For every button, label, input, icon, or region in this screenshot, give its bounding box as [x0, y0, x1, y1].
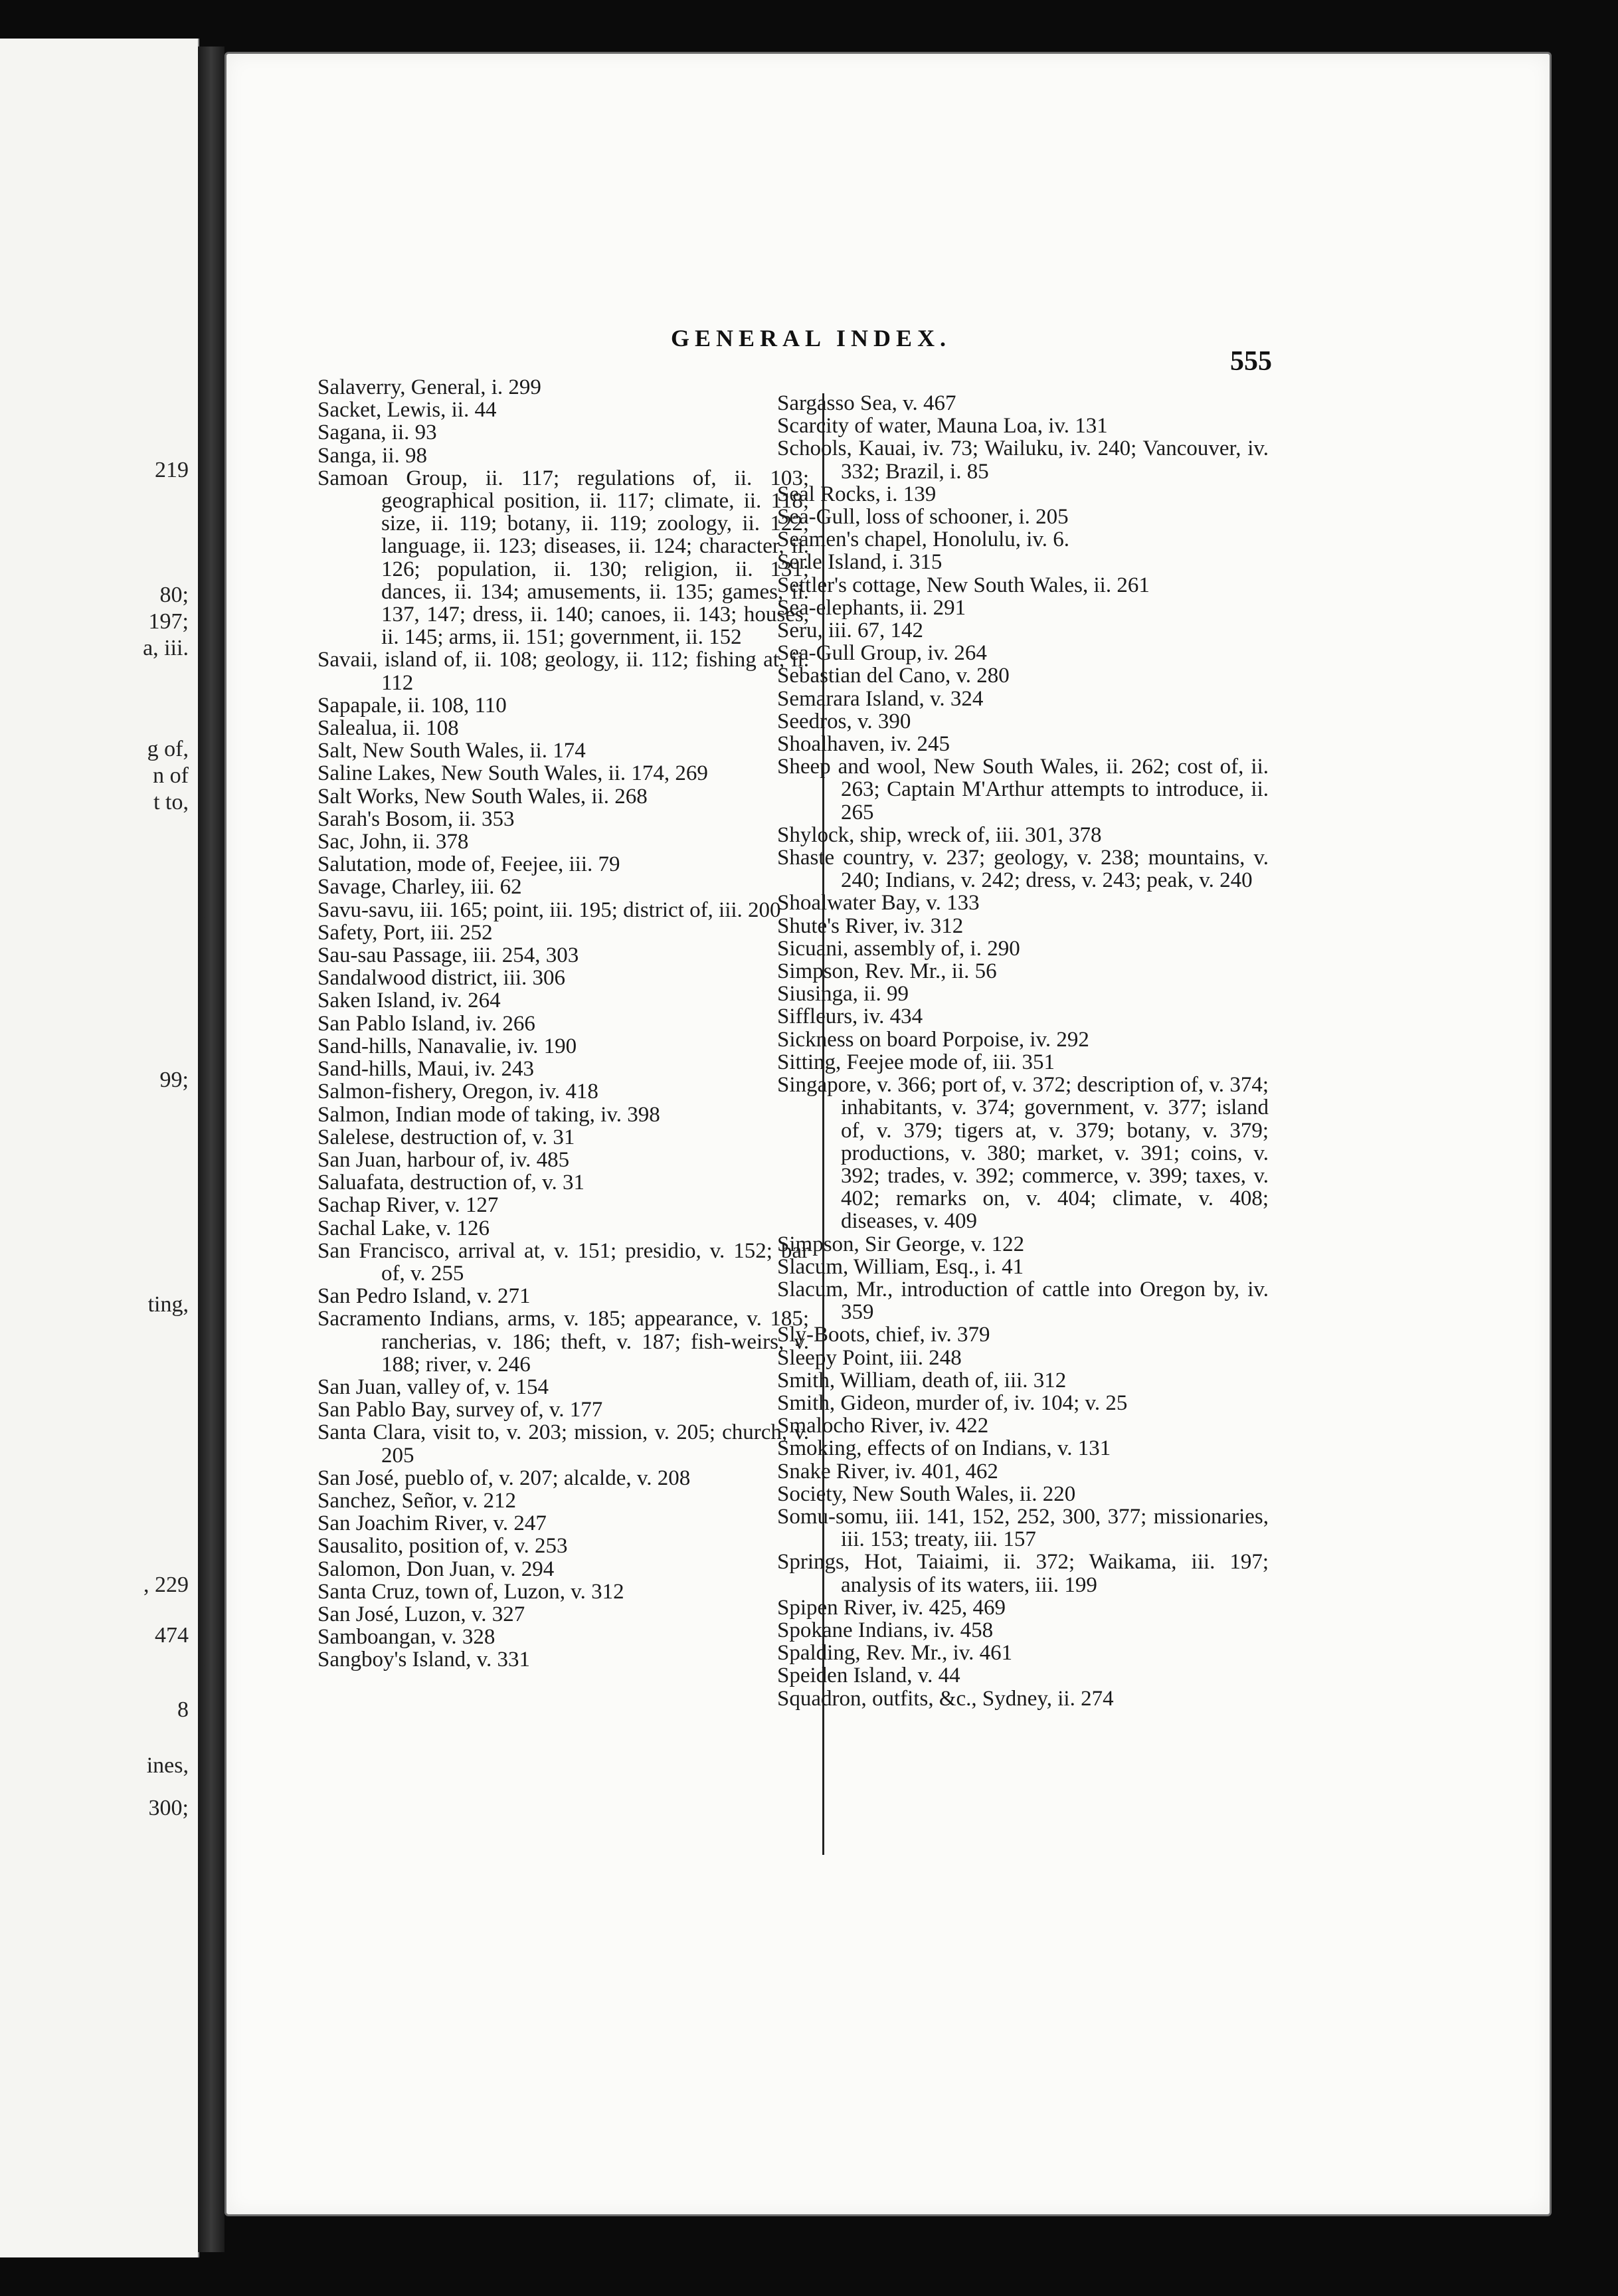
left-fragment: 474: [155, 1623, 189, 1648]
index-entry: Savu-savu, iii. 165; point, iii. 195; district of, iii. 200: [317, 898, 781, 922]
index-entry: San Juan, valley of, v. 154: [317, 1375, 549, 1399]
index-entry: Spalding, Rev. Mr., iv. 461: [777, 1641, 1013, 1666]
index-right-column: [777, 392, 1269, 1710]
index-entry: Smoking, effects of on Indians, v. 131: [777, 1436, 1111, 1461]
index-entry: Spipen River, iv. 425, 469: [777, 1595, 1006, 1620]
index-entry: Sleepy Point, iii. 248: [777, 1345, 962, 1370]
left-fragment: 300;: [148, 1796, 189, 1820]
index-entry: Smalocho River, iv. 422: [777, 1414, 989, 1438]
index-entry: Sandalwood district, iii. 306: [317, 966, 566, 991]
index-entry: Seru, iii. 67, 142: [777, 619, 923, 643]
index-entry: Scarcity of water, Mauna Loa, iv. 131: [777, 414, 1108, 438]
left-fragment: t to,: [153, 790, 189, 814]
index-entry: Sanga, ii. 98: [317, 443, 427, 468]
index-entry: Sea-elephants, ii. 291: [777, 595, 966, 620]
index-entry: Sau-sau Passage, iii. 254, 303: [317, 943, 579, 968]
index-entry: Siusinga, ii. 99: [777, 982, 909, 1006]
index-entry: Shaste country, v. 237; geology, v. 238; mountains, v. 240; Indians, v. 242; dress, v. 243; peak, v. 240: [777, 846, 1269, 893]
left-fragment: , 229: [143, 1573, 189, 1597]
index-entry: Simpson, Sir George, v. 122: [777, 1232, 1025, 1256]
left-fragment: a, iii.: [143, 636, 189, 660]
index-entry: Saline Lakes, New South Wales, ii. 174, 269: [317, 761, 708, 786]
index-entry: Sargasso Sea, v. 467: [777, 391, 956, 415]
index-entry: Santa Clara, visit to, v. 203; mission, v. 205; church, v. 205: [317, 1420, 809, 1468]
left-fragment: n of: [153, 763, 189, 788]
index-entry: Schools, Kauai, iv. 73; Wailuku, iv. 240; Vancouver, iv. 332; Brazil, i. 85: [777, 436, 1269, 484]
index-entry: Sac, John, ii. 378: [317, 830, 469, 854]
index-entry: San Pedro Island, v. 271: [317, 1284, 531, 1309]
index-entry: San Joachim River, v. 247: [317, 1511, 547, 1536]
index-entry: Simpson, Rev. Mr., ii. 56: [777, 959, 997, 984]
index-entry: San Pablo Bay, survey of, v. 177: [317, 1398, 603, 1422]
left-fragment: 80;: [159, 583, 189, 607]
index-entry: Slacum, William, Esq., i. 41: [777, 1254, 1024, 1279]
index-entry: Shylock, ship, wreck of, iii. 301, 378: [777, 822, 1102, 847]
index-entry: Sebastian del Cano, v. 280: [777, 664, 1010, 688]
index-entry: Squadron, outfits, &c., Sydney, ii. 274: [777, 1686, 1114, 1711]
index-entry: Smith, William, death of, iii. 312: [777, 1368, 1067, 1392]
index-entry: Sand-hills, Maui, iv. 243: [317, 1057, 535, 1082]
index-entry: Samboangan, v. 328: [317, 1625, 495, 1650]
index-entry: Salmon, Indian mode of taking, iv. 398: [317, 1102, 660, 1127]
index-entry: Santa Cruz, town of, Luzon, v. 312: [317, 1579, 624, 1604]
index-entry: Sly-Boots, chief, iv. 379: [777, 1323, 990, 1347]
index-entry: Sausalito, position of, v. 253: [317, 1534, 568, 1559]
left-fragment: 8: [177, 1697, 189, 1722]
index-entry: San José, Luzon, v. 327: [317, 1602, 525, 1626]
index-entry: Sea-Gull Group, iv. 264: [777, 641, 987, 666]
index-entry: Salt Works, New South Wales, ii. 268: [317, 784, 648, 809]
index-entry: Sheep and wool, New South Wales, ii. 262; cost of, ii. 263; Captain M'Arthur attempts to introduce, ii. 265: [777, 755, 1269, 824]
index-entry: Sand-hills, Nanavalie, iv. 190: [317, 1034, 577, 1058]
index-entry: Smith, Gideon, murder of, iv. 104; v. 25: [777, 1390, 1128, 1415]
index-entry: Somu-somu, iii. 141, 152, 252, 300, 377; missionaries, iii. 153; treaty, iii. 157: [777, 1504, 1269, 1552]
index-entry: Sickness on board Porpoise, iv. 292: [777, 1027, 1089, 1052]
index-entry: Springs, Hot, Taiaimi, ii. 372; Waikama, iii. 197; analysis of its waters, iii. 199: [777, 1550, 1269, 1597]
index-entry: Sachal Lake, v. 126: [317, 1216, 490, 1240]
index-entry: Saluafata, destruction of, v. 31: [317, 1171, 584, 1195]
index-entry: Snake River, iv. 401, 462: [777, 1459, 998, 1483]
index-entry: Sapapale, ii. 108, 110: [317, 693, 507, 718]
index-entry: Speiden Island, v. 44: [777, 1664, 960, 1688]
left-fragment: 197;: [148, 609, 189, 634]
index-entry: Sarah's Bosom, ii. 353: [317, 807, 515, 831]
index-entry: Savage, Charley, iii. 62: [317, 875, 522, 900]
left-fragment: g of,: [147, 737, 189, 761]
index-entry: Singapore, v. 366; port of, v. 372; description of, v. 374; inhabitants, v. 374; government, v. 377; island of, v. 379; tigers at, v. 379; botany, v. 379; productions, v. 380; market, v. 391; coins, v. 392; trades, v. 392; commerce, v. 399; taxes, v. 402; remarks on, v. 404; climate, v. 408; diseases, v. 409: [777, 1073, 1269, 1234]
index-entry: Sangboy's Island, v. 331: [317, 1648, 531, 1672]
index-entry: Sacket, Lewis, ii. 44: [317, 398, 497, 423]
index-entry: Seal Rocks, i. 139: [777, 482, 937, 506]
index-entry: San Pablo Island, iv. 266: [317, 1011, 535, 1036]
left-fragment: 219: [155, 458, 189, 482]
index-entry: Salelese, destruction of, v. 31: [317, 1125, 575, 1149]
index-entry: Sitting, Feejee mode of, iii. 351: [777, 1050, 1055, 1074]
index-entry: Society, New South Wales, ii. 220: [777, 1482, 1076, 1506]
index-entry: Settler's cottage, New South Wales, ii. 261: [777, 573, 1150, 597]
index-entry: Salutation, mode of, Feejee, iii. 79: [317, 852, 620, 877]
index-entry: Sachap River, v. 127: [317, 1193, 499, 1218]
left-fragment: 99;: [159, 1068, 189, 1092]
index-entry: Sanchez, Señor, v. 212: [317, 1488, 516, 1513]
index-entry: Siffleurs, iv. 434: [777, 1004, 923, 1029]
index-entry: Salaverry, General, i. 299: [317, 375, 541, 399]
left-page-text-fragments: [0, 39, 198, 2257]
index-left-column: [317, 376, 809, 1672]
index-entry: Shoalwater Bay, v. 133: [777, 891, 980, 915]
index-entry: Saken Island, iv. 264: [317, 989, 501, 1013]
index-entry: Semarara Island, v. 324: [777, 686, 984, 711]
index-entry: Slacum, Mr., introduction of cattle into Oregon by, iv. 359: [777, 1277, 1269, 1325]
page-header-title: GENERAL INDEX.: [671, 325, 952, 351]
index-entry: San José, pueblo of, v. 207; alcalde, v. 208: [317, 1466, 691, 1490]
index-entry: Savaii, island of, ii. 108; geology, ii. 112; fishing at, ii. 112: [317, 648, 809, 695]
index-entry: Salomon, Don Juan, v. 294: [317, 1557, 555, 1581]
left-fragment: ines,: [146, 1753, 189, 1778]
index-entry: Sacramento Indians, arms, v. 185; appearance, v. 185; rancherias, v. 186; theft, v. 187; fish-weirs, v. 188; river, v. 246: [317, 1307, 809, 1377]
book-gutter: [198, 47, 225, 2252]
index-entry: Samoan Group, ii. 117; regulations of, ii. 103; geographical position, ii. 117; climate, ii. 118; size, ii. 119; botany, ii. 119; zoology, ii. 122; language, ii. 123; diseases, ii. 124; character, ii. 126; population, ii. 130; religion, ii. 131; dances, ii. 134; amusements, ii. 135; games, ii. 137, 147; dress, ii. 140; canoes, ii. 143; houses, ii. 145; arms, ii. 151; government, ii. 152: [317, 466, 809, 650]
index-entry: San Juan, harbour of, iv. 485: [317, 1147, 570, 1172]
page-number: 555: [1230, 346, 1272, 377]
left-page: [0, 39, 199, 2257]
index-entry: Salmon-fishery, Oregon, iv. 418: [317, 1080, 598, 1104]
index-entry: Shute's River, iv. 312: [777, 913, 964, 938]
index-entry: Shoalhaven, iv. 245: [777, 732, 950, 757]
index-entry: Sea-Gull, loss of schooner, i. 205: [777, 505, 1069, 529]
index-entry: San Francisco, arrival at, v. 151; presidio, v. 152; bar of, v. 255: [317, 1238, 809, 1286]
index-entry: Sicuani, assembly of, i. 290: [777, 936, 1020, 961]
index-entry: Sagana, ii. 93: [317, 421, 437, 445]
index-entry: Seedros, v. 390: [777, 709, 911, 733]
index-entry: Serle Island, i. 315: [777, 550, 943, 575]
index-entry: Spokane Indians, iv. 458: [777, 1618, 994, 1642]
index-entry: Seamen's chapel, Honolulu, iv. 6.: [777, 527, 1070, 552]
index-entry: Salealua, ii. 108: [317, 716, 459, 741]
left-fragment: ting,: [147, 1292, 189, 1317]
index-entry: Safety, Port, iii. 252: [317, 920, 493, 945]
index-entry: Salt, New South Wales, ii. 174: [317, 739, 586, 763]
